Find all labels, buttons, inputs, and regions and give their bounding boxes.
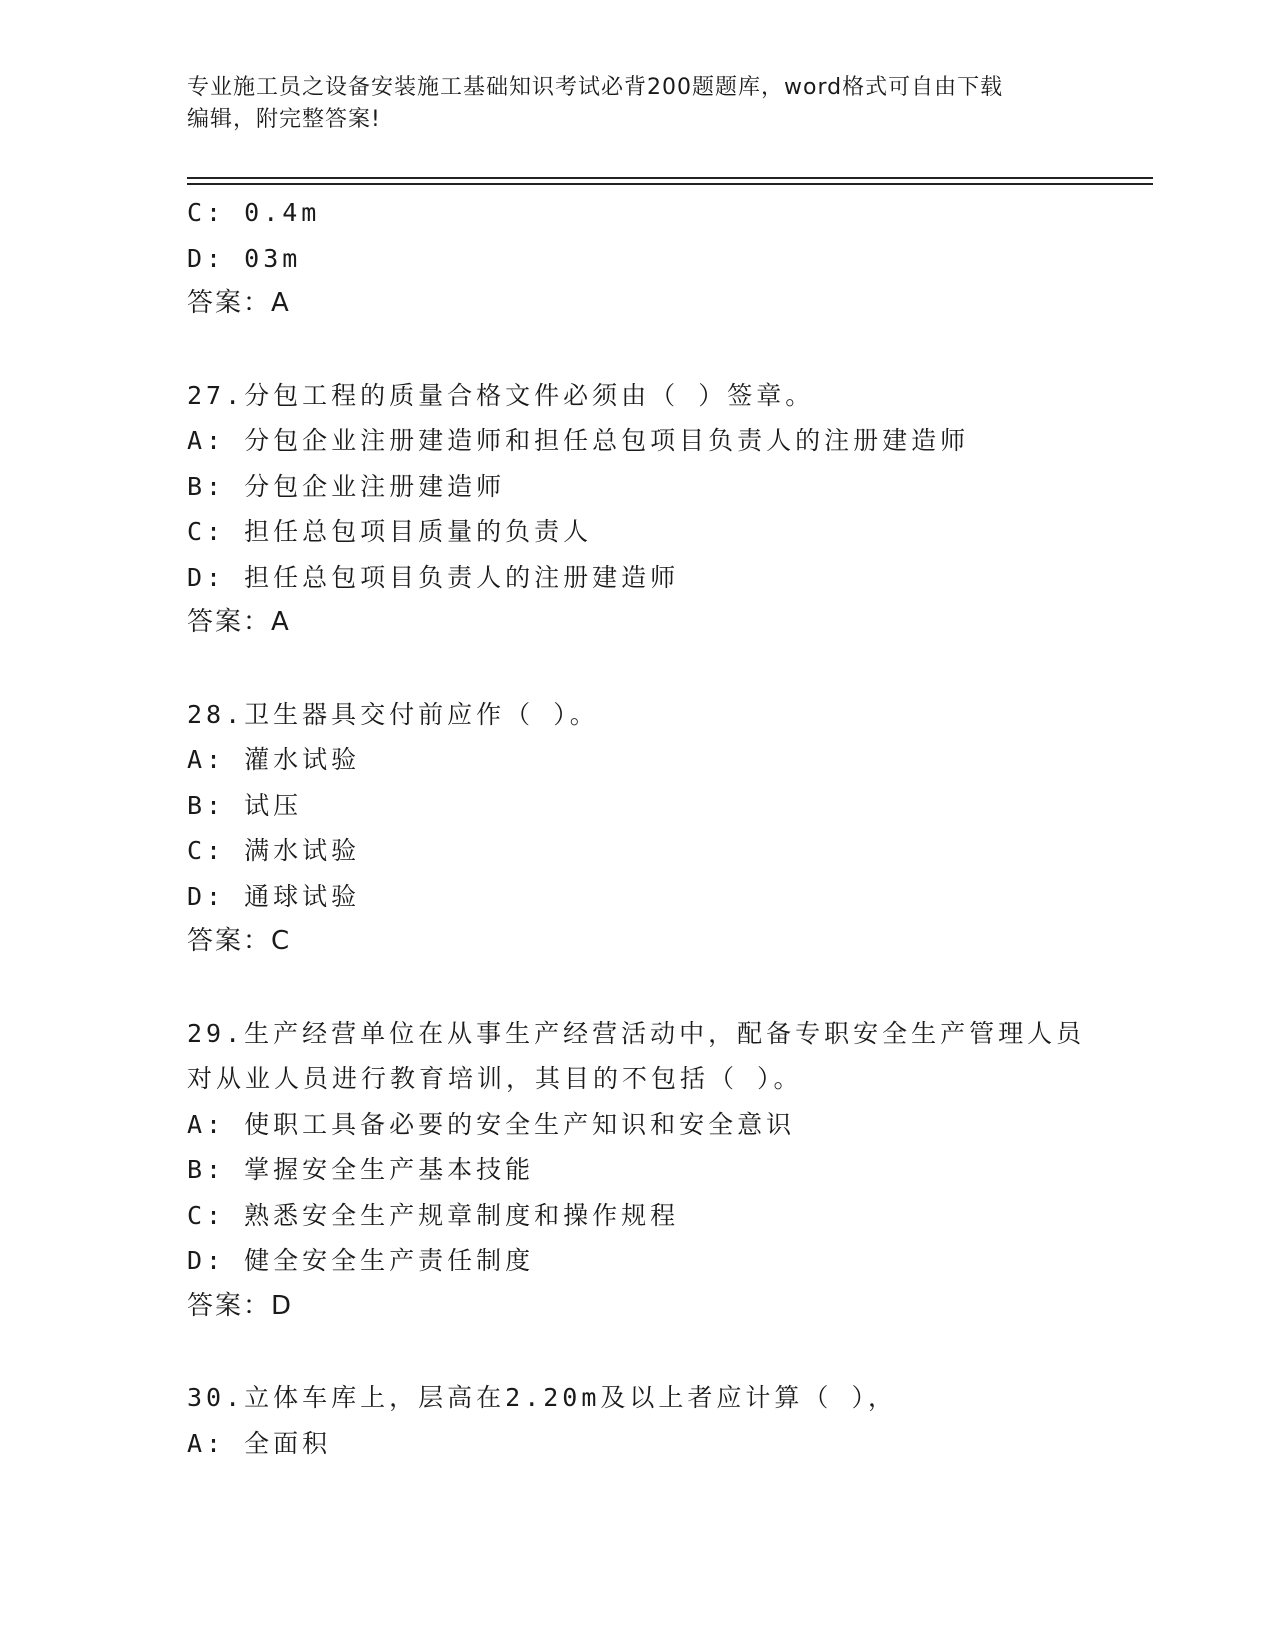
q29-option-d: D: 健全安全生产责任制度 <box>187 1246 535 1275</box>
q29-option-c: C: 熟悉安全生产规章制度和操作规程 <box>187 1200 680 1230</box>
header-divider-top <box>187 177 1153 179</box>
q28-question: 28.卫生器具交付前应作（ ）。 <box>187 699 599 729</box>
q27-option-a: A: 分包企业注册建造师和担任总包项目负责人的注册建造师 <box>187 426 970 455</box>
q27-question: 27.分包工程的质量合格文件必须由（ ）签章。 <box>187 380 815 410</box>
q29-option-b: B: 掌握安全生产基本技能 <box>187 1155 535 1184</box>
q27-answer: 答案：A <box>187 607 291 637</box>
header-title-line-2: 编辑，附完整答案! <box>187 107 381 132</box>
q27-option-d: D: 担任总包项目负责人的注册建造师 <box>187 562 680 592</box>
q29-question-line-2: 对从业人员进行教育培训，其目的不包括（ ）。 <box>187 1064 803 1093</box>
q26-option-d: D: 03m <box>187 243 302 273</box>
q27-option-b: B: 分包企业注册建造师 <box>187 471 506 501</box>
question-gap <box>187 327 1147 373</box>
question-28 <box>187 692 1147 965</box>
question-29 <box>187 1011 1147 1330</box>
q28-answer: 答案：C <box>187 926 292 956</box>
question-26-fragment <box>187 190 1147 327</box>
header-divider-bottom <box>187 183 1153 185</box>
q29-answer: 答案：D <box>187 1290 294 1321</box>
q28-option-b: B: 试压 <box>187 790 303 820</box>
question-gap <box>187 965 1147 1011</box>
q28-option-d: D: 通球试验 <box>187 881 361 911</box>
question-27 <box>187 373 1147 646</box>
question-30 <box>187 1375 1147 1466</box>
q26-option-c: C: 0.4m <box>187 198 321 227</box>
question-gap <box>187 1329 1147 1375</box>
q27-option-c: C: 担任总包项目质量的负责人 <box>187 517 593 546</box>
q28-option-a: A: 灌水试验 <box>187 745 361 774</box>
q28-option-c: C: 满水试验 <box>187 836 361 865</box>
q29-option-a: A: 使职工具备必要的安全生产知识和安全意识 <box>187 1109 796 1139</box>
q30-question: 30.立体车库上，层高在2.20m及以上者应计算（ ）， <box>187 1383 897 1412</box>
question-list <box>187 190 1147 1466</box>
question-gap <box>187 646 1147 692</box>
q29-question-line-1: 29.生产经营单位在从事生产经营活动中，配备专职安全生产管理人员 <box>187 1018 1086 1048</box>
q26-answer: 答案：A <box>187 288 291 318</box>
document-header <box>187 72 1087 136</box>
q30-option-a: A: 全面积 <box>187 1428 332 1458</box>
header-title-line-1: 专业施工员之设备安装施工基础知识考试必背200题题库，word格式可自由下载 <box>187 75 1004 100</box>
